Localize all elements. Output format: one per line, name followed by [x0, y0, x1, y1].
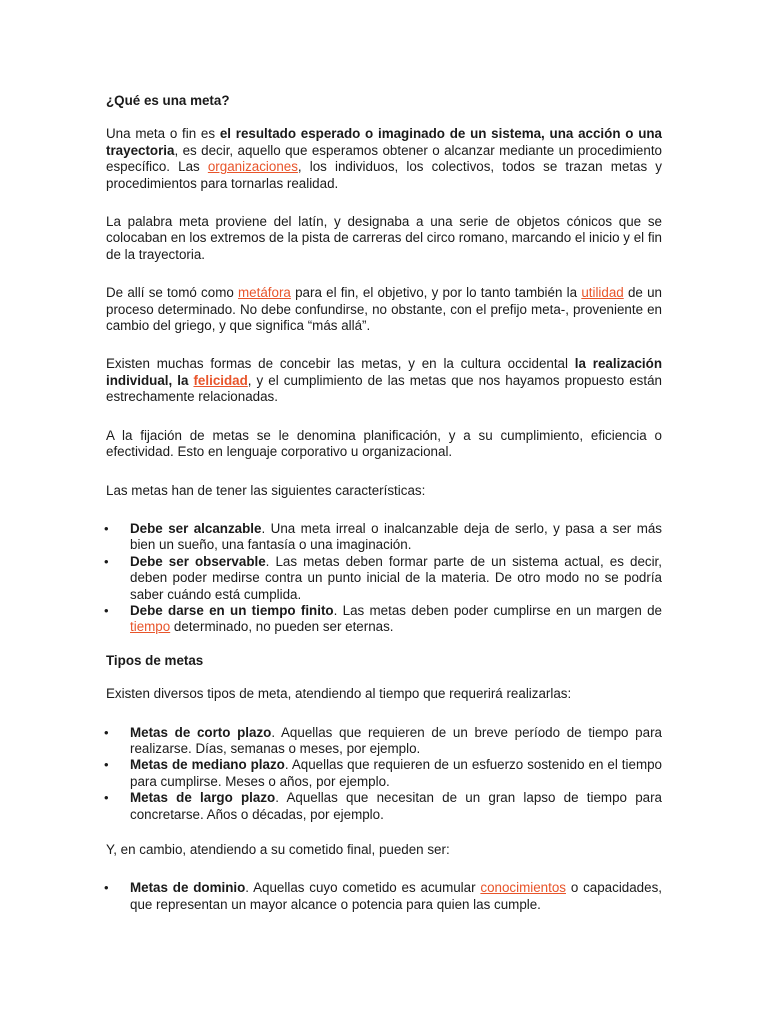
link-utilidad[interactable]: utilidad	[581, 285, 624, 301]
bold-text: Debe ser alcanzable	[130, 520, 262, 536]
list-item	[106, 757, 662, 790]
paragraph-planning: A la fijación de metas se le denomina planificación, y a su cumplimiento, eficiencia o efectividad. Esto en lenguaje corporativo u organizacional.	[106, 427, 662, 460]
bold-text: el resultado esperado o imaginado de un sistema, una acción o una trayectoria	[106, 126, 662, 158]
characteristics-list	[106, 521, 662, 636]
list-item	[106, 603, 662, 636]
text: . Aquellas que requieren de un breve período de tiempo para realizarse. Días, semanas o meses, por ejemplo.	[130, 724, 662, 756]
paragraph-final-purpose-intro: Y, en cambio, atendiendo a su cometido final, pueden ser:	[106, 842, 450, 857]
paragraph-characteristics-intro: Las metas han de tener las siguientes características:	[106, 482, 426, 498]
bold-text: Debe darse en un tiempo finito	[130, 602, 334, 618]
text: , es decir, aquello que esperamos obtener o alcanzar mediante un procedimiento específico. Las	[106, 142, 662, 175]
bold-text: la realización individual, la	[106, 356, 662, 388]
paragraph-types-intro: Existen diversos tipos de meta, atendiendo al tiempo que requerirá realizarlas:	[106, 686, 572, 702]
text: Existen muchas formas de concebir las metas, y en la cultura occidental	[106, 356, 575, 372]
text: De allí se tomó como	[106, 285, 239, 301]
link-conocimientos[interactable]: conocimientos	[480, 880, 566, 896]
types-by-time-list	[106, 725, 662, 823]
text: . Las metas deben poder cumplirse en un margen de	[333, 602, 662, 618]
list-item	[106, 521, 662, 554]
text: , los individuos, los colectivos, todos se trazan metas y procedimientos para tornarlas realidad.	[106, 159, 662, 191]
paragraph-definition	[106, 126, 662, 192]
text: . Aquellas cuyo cometido es acumular	[245, 880, 481, 896]
list-item	[106, 880, 662, 913]
document-body	[106, 93, 662, 913]
bold-text: Metas de dominio	[130, 880, 246, 896]
types-by-purpose-list	[106, 880, 662, 913]
text: . Las metas deben formar parte de un sistema actual, es decir, deben poder medirse contra un punto inicial de la materia. De otro modo no se podría saber cuándo está cumplida.	[130, 553, 663, 602]
text: o capacidades, que representan un mayor alcance o potencia para quien las cumple.	[130, 880, 662, 912]
bold-text: Metas de largo plazo	[130, 790, 276, 806]
text: , y el cumplimiento de las metas que nos hayamos propuesto están estrechamente relacionadas.	[106, 372, 662, 405]
link-organizaciones[interactable]: organizaciones	[207, 159, 298, 175]
text: determinado, no pueden ser eternas.	[170, 619, 394, 635]
paragraph-culture	[106, 356, 662, 405]
list-item	[106, 790, 662, 823]
text: . Aquellas que necesitan de un gran lapso de tiempo para concretarse. Años o décadas, por ejemplo.	[130, 790, 663, 822]
text: Una meta o fin es	[106, 126, 220, 142]
list-item	[106, 725, 662, 758]
text: . Aquellas que requieren de un esfuerzo sostenido en el tiempo para cumplirse. Meses o años, por ejemplo.	[130, 757, 662, 789]
bold-text: Debe ser observable	[130, 553, 266, 569]
heading-tipos-de-metas: Tipos de metas	[106, 652, 204, 668]
paragraph-etymology: La palabra meta proviene del latín, y designaba a una serie de objetos cónicos que se colocaban en los extremos de la pista de carreras del circo romano, marcando el inicio y el fin de la trayectoria.	[106, 214, 662, 262]
heading-que-es-una-meta: ¿Qué es una meta?	[106, 93, 230, 108]
bold-text: Metas de corto plazo	[130, 724, 272, 740]
text: . Una meta irreal o inalcanzable deja de serlo, y pasa a ser más bien un sueño, una fantasía o una imaginación.	[130, 520, 663, 553]
text: de un proceso determinado. No debe confundirse, no obstante, con el prefijo meta-, proveniente en cambio del griego, y que significa “más allá”.	[106, 285, 662, 334]
paragraph-metaphor	[106, 285, 662, 334]
text: para el fin, el objetivo, y por lo tanto también la	[290, 285, 582, 301]
link-felicidad[interactable]: felicidad	[193, 372, 248, 388]
bold-text: Metas de mediano plazo	[130, 757, 285, 773]
link-metafora[interactable]: metáfora	[238, 285, 291, 301]
link-tiempo[interactable]: tiempo	[130, 619, 171, 635]
list-item	[106, 554, 662, 603]
